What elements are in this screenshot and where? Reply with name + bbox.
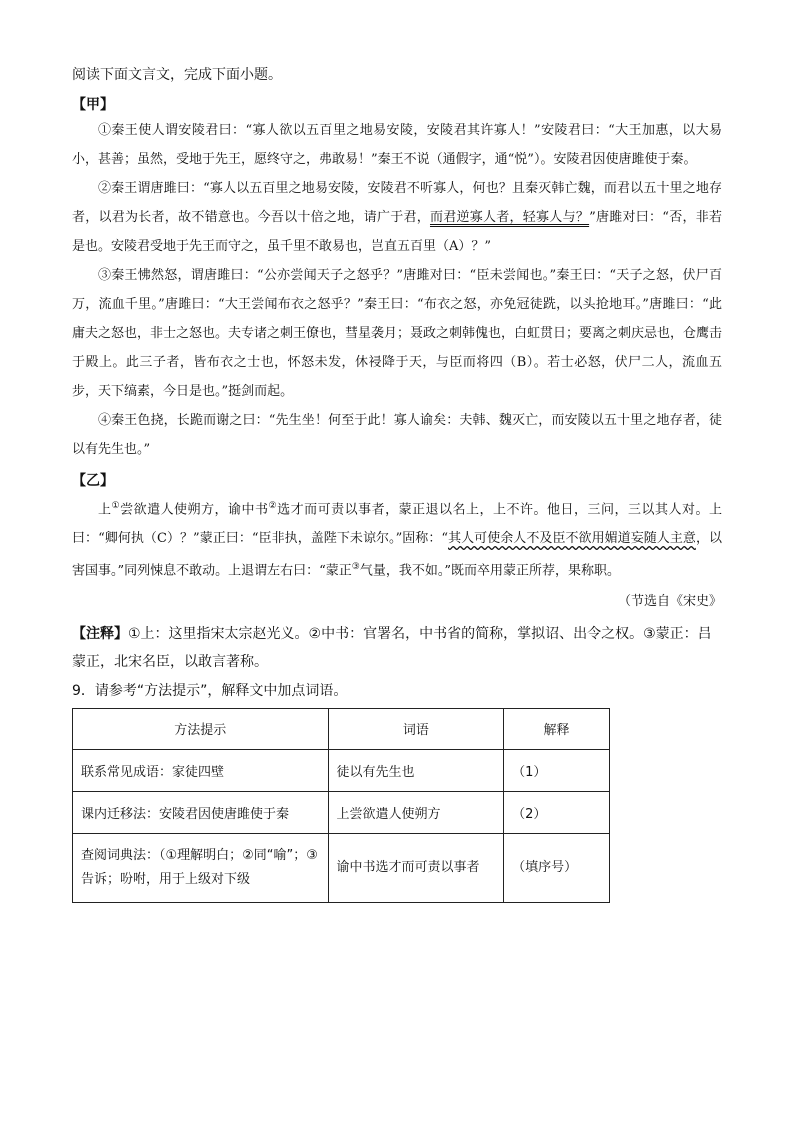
question-9: 9．请参考“方法提示”，解释文中加点词语。 <box>72 682 348 699</box>
table-header: 方法提示 <box>73 708 329 749</box>
yi-text-a: 尝欲遣人使朔方，谕中书 <box>120 502 269 518</box>
yi-text-b: 选才而可责以事者，蒙正退以名上，上不许。他日，三问，三以其人对。上曰：“卿何执（C）？”蒙正曰：“臣非执，盖陛下未谅尔。”固称：“ <box>72 502 722 547</box>
annotation-block <box>72 620 722 676</box>
underlined-sentence-jia: 而君逆寡人者，轻寡人与？ <box>429 210 590 225</box>
footnote-marker-2: ② <box>268 501 278 511</box>
table-cell: 课内迁移法：安陵君因使唐雎使于秦 <box>73 791 329 833</box>
annotation-text: ①上：这里指宋太宗赵光义。②中书：官署名，中书省的简称，掌拟诏、出令之权。③蒙正：吕蒙正，北宋名臣，以敢言著称。 <box>72 625 712 670</box>
table-cell: 联系常见成语：家徒四壁 <box>73 749 329 791</box>
annotation-label: 【注释】 <box>72 625 128 642</box>
table-row <box>73 749 610 791</box>
table-header: 解释 <box>504 708 610 749</box>
yi-text-shang: 上 <box>98 502 112 518</box>
jia-paragraph-2-text-b: ”唐雎对曰：“否，非若是也。安陵君受地于先王而守之，虽千里不敢易也，岂直五百里（A）？” <box>72 210 722 254</box>
jia-paragraph-3: ③秦王怫然怒，谓唐雎曰：“公亦尝闻天子之怒乎？”唐雎对曰：“臣未尝闻也。”秦王曰：“天子之怒，伏尸百万，流血千里。”唐雎曰：“大王尝闻布衣之怒乎？”秦王曰：“布衣之怒，亦免冠徒跣，以头抢地耳。”唐雎曰：“此庸夫之怒也，非士之怒也。夫专诸之刺王僚也，彗星袭月；聂政之刺韩傀也，白虹贯日；要离之刺庆忌也，仓鹰击于殿上。此三子者，皆布衣之士也，怀怒未发，休祲降于天，与臣而将四（B）。若士必怒，伏尸二人，流血五步，天下缟素，今日是也。”挺剑而起。 <box>72 268 723 399</box>
section-heading-jia: 【甲】 <box>72 97 114 113</box>
footnote-marker-3: ③ <box>351 562 360 573</box>
yi-text-d: 气量，我不如。”既而卒用蒙正所荐，果称职。 <box>359 563 621 579</box>
yi-paragraph <box>72 492 722 586</box>
table-row <box>73 791 610 833</box>
yi-text-c: ，以害国事。”同列悚息不敢动。上退谓左右曰：“蒙正 <box>72 531 722 579</box>
table-cell: 徒以有先生也 <box>328 749 504 791</box>
answer-cell[interactable]: （填序号） <box>504 833 610 902</box>
underlined-sentence-yi: 其人可使余人不及臣不欲用媚道妄随人主意 <box>448 531 696 547</box>
table-cell: 查阅词典法：（①理解明白；②同“喻”；③告诉；吩咐，用于上级对下级 <box>73 833 329 902</box>
instructions: 阅读下面文言文，完成下面小题。 <box>72 67 282 83</box>
table-row <box>73 833 610 902</box>
table-cell: 上尝欲遣人使朔方 <box>328 791 504 833</box>
jia-paragraph-2-text-a: ②秦王谓唐雎曰：“寡人以五百里之地易安陵，安陵君不听寡人，何也？且秦灭韩亡魏，而君以五十里之地存者，以君为长者，故不错意也。今吾以十倍之地，请广于君， <box>72 181 722 225</box>
table-header-row <box>73 708 610 749</box>
method-table <box>72 708 610 903</box>
jia-paragraph-2 <box>72 174 722 261</box>
table-header: 词语 <box>328 708 504 749</box>
jia-paragraph-1: ①秦王使人谓安陵君曰：“寡人欲以五百里之地易安陵，安陵君其许寡人！”安陵君曰：“大王加惠，以大易小，甚善；虽然，受地于先王，愿终守之，弗敢易！”秦王不说（通假字，通“悦”）。安陵君因使唐雎使于秦。 <box>72 123 722 167</box>
jia-paragraph-4: ④秦王色挠，长跪而谢之曰：“先生坐！何至于此！寡人谕矣：夫韩、魏灭亡，而安陵以五十里之地存者，徒以有先生也。” <box>72 413 722 457</box>
answer-cell[interactable]: （2） <box>504 791 610 833</box>
table-cell: 谕中书选才而可责以事者 <box>328 833 504 902</box>
document-page <box>72 62 722 903</box>
section-heading-yi: 【乙】 <box>72 473 114 489</box>
answer-cell[interactable]: （1） <box>504 749 610 791</box>
source-citation: （节选自《宋史》 <box>617 593 722 609</box>
footnote-marker-1: ① <box>111 501 121 511</box>
